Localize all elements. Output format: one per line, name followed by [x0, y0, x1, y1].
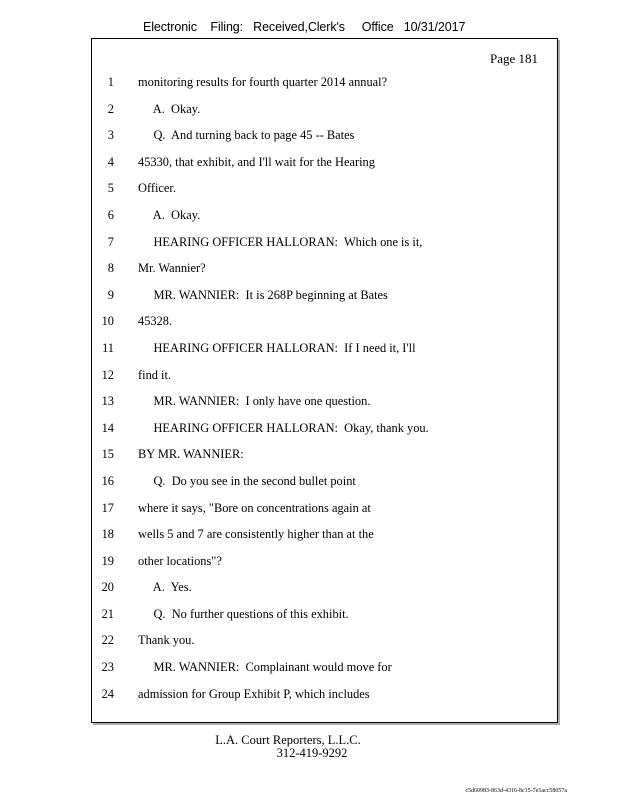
- transcript-line: [92, 521, 557, 548]
- transcript-line: [92, 441, 557, 468]
- line-text: 45328.: [138, 314, 173, 329]
- transcript-line: [92, 681, 557, 708]
- line-text: HEARING OFFICER HALLORAN: Okay, thank you.: [138, 420, 429, 435]
- line-text: HEARING OFFICER HALLORAN: Which one is it,: [138, 234, 423, 249]
- transcript-line: [92, 654, 557, 681]
- transcript-page: [91, 38, 558, 723]
- line-text: monitoring results for fourth quarter 2014 annual?: [138, 75, 388, 89]
- transcript-line: [92, 255, 557, 282]
- line-text: HEARING OFFICER HALLORAN: If I need it, I'll: [138, 340, 416, 355]
- transcript-line: [92, 548, 557, 575]
- line-number: 8: [107, 261, 114, 276]
- line-text: A. Okay.: [138, 207, 201, 222]
- transcript-line: [92, 388, 557, 415]
- document-id: c5d60983-863d-4316-8c15-7e5acc58057a: [465, 788, 567, 794]
- line-text: MR. WANNIER: I only have one question.: [138, 394, 371, 409]
- line-text: where it says, "Bore on concentrations again at: [138, 500, 371, 515]
- line-number: 9: [107, 287, 114, 302]
- transcript-lines: [92, 69, 557, 707]
- line-number: 4: [107, 154, 114, 169]
- line-text: BY MR. WANNIER:: [138, 447, 244, 462]
- court-reporter-name: L.A. Court Reporters, L.L.C.: [215, 733, 361, 747]
- line-text: A. Okay.: [138, 101, 201, 116]
- line-text: Q. No further questions of this exhibit.: [138, 606, 349, 621]
- page-number: Page 181: [489, 51, 538, 66]
- line-text: A. Yes.: [138, 580, 192, 595]
- line-number: 6: [107, 207, 114, 222]
- line-number: 14: [101, 420, 114, 435]
- line-number: 15: [101, 447, 114, 462]
- transcript-line: [92, 574, 557, 601]
- line-number: 18: [101, 527, 114, 542]
- transcript-line: [92, 202, 557, 229]
- line-number: 22: [101, 633, 114, 648]
- line-text: Thank you.: [138, 633, 195, 648]
- transcript-line: [92, 175, 557, 202]
- transcript-line: [92, 122, 557, 149]
- line-number: 2: [107, 101, 114, 116]
- line-number: 21: [101, 606, 114, 621]
- line-number: 16: [101, 473, 114, 488]
- line-number: 23: [101, 660, 114, 675]
- line-number: 17: [101, 500, 114, 515]
- line-number: 24: [101, 686, 114, 701]
- line-text: Q. And turning back to page 45 -- Bates: [138, 128, 355, 143]
- line-number: 10: [101, 314, 114, 329]
- transcript-line: [92, 96, 557, 123]
- line-text: Mr. Wannier?: [138, 261, 206, 276]
- line-number: 11: [102, 340, 114, 355]
- line-text: MR. WANNIER: Complainant would move for: [138, 660, 392, 675]
- line-text: Q. Do you see in the second bullet point: [138, 473, 356, 488]
- line-number: 19: [101, 553, 114, 568]
- line-number: 20: [101, 580, 114, 595]
- transcript-line: [92, 69, 557, 96]
- line-text: Officer.: [138, 181, 176, 196]
- court-reporter-phone: 312-419-9292: [276, 746, 348, 760]
- line-number: 7: [107, 234, 114, 249]
- line-text: 45330, that exhibit, and I'll wait for the Hearing: [138, 154, 375, 169]
- transcript-line: [92, 495, 557, 522]
- transcript-line: [92, 468, 557, 495]
- line-number: 13: [101, 394, 114, 409]
- line-number: 1: [107, 75, 114, 89]
- transcript-line: [92, 335, 557, 362]
- filing-stamp-header: Electronic Filing: Received,Clerk's Office 10/31/2017: [143, 20, 466, 34]
- transcript-line: [92, 627, 557, 654]
- line-number: 12: [101, 367, 114, 382]
- transcript-line: [92, 149, 557, 176]
- line-text: MR. WANNIER: It is 268P beginning at Bates: [138, 287, 388, 302]
- line-number: 3: [107, 128, 114, 143]
- line-text: other locations"?: [138, 553, 222, 568]
- transcript-line: [92, 308, 557, 335]
- transcript-line: [92, 362, 557, 389]
- line-text: admission for Group Exhibit P, which includes: [138, 686, 370, 701]
- transcript-line: [92, 282, 557, 309]
- line-text: wells 5 and 7 are consistently higher than at the: [138, 527, 374, 542]
- transcript-line: [92, 229, 557, 256]
- transcript-line: [92, 601, 557, 628]
- line-number: 5: [107, 181, 114, 196]
- transcript-line: [92, 415, 557, 442]
- line-text: find it.: [138, 367, 172, 382]
